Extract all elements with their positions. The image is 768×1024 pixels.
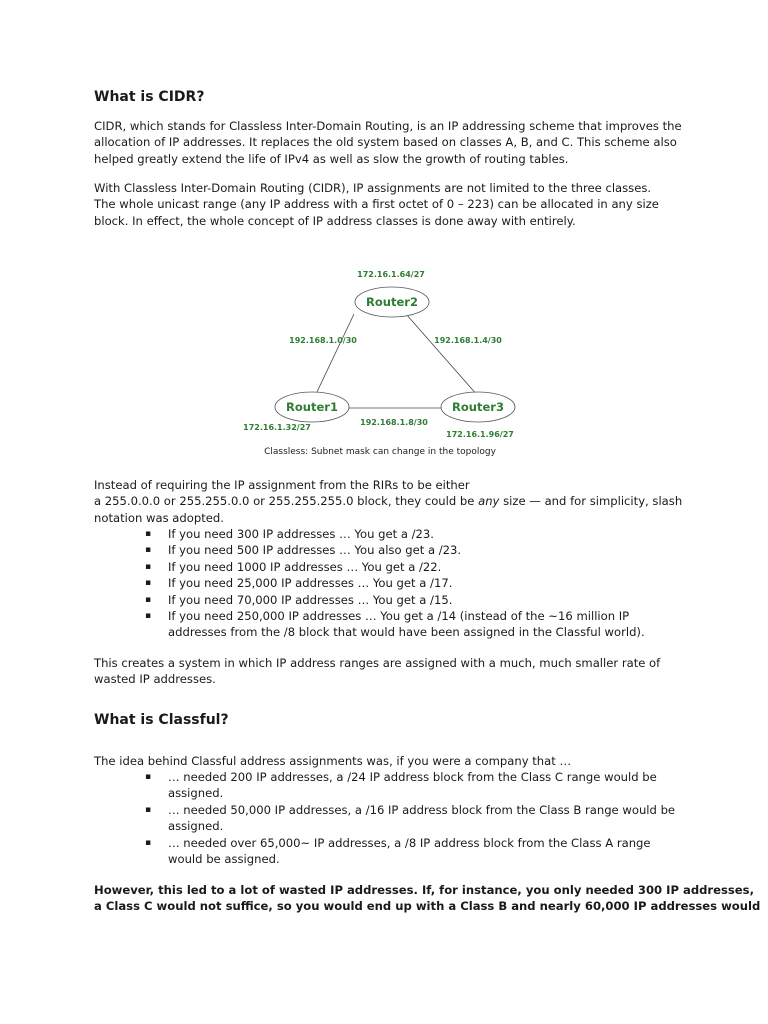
text-line [94,493,683,509]
text-line: CIDR, which stands for Classless Inter-Domain Routing, is an IP addressing scheme that improves the [94,119,682,133]
text-segment: a 255.0.0.0 or 255.255.0.0 or 255.255.255.0 block, they could be [94,494,479,509]
subnet-router2-label: 172.16.1.64/27 [357,270,425,279]
classful-intro [94,753,676,769]
text-line: wasted IP addresses. [94,672,216,687]
text-line: With Classless Inter-Domain Routing (CIDR), IP assignments are not limited to the three classes. [94,181,652,195]
text-line: helped greatly extend the life of IPv4 as well as slow the growth of routing tables. [94,151,569,166]
bullet-icon: ▪ [145,561,152,572]
bullet-icon: ▪ [145,804,152,815]
cidr-paragraph-2 [94,180,676,229]
cidr-paragraph-1 [94,118,682,167]
text-line: However, this led to a lot of wasted IP addresses. If, for instance, you only needed 300 IP addresses, [94,883,754,897]
emphasis-any: any [478,494,500,509]
list-item: ▪ If you need 1000 IP addresses … You get a /22. [145,559,442,574]
list-item: ▪ If you need 250,000 IP addresses … You get a /14 (instead of the ~16 million IP addresses from the /8 block that would have been assigned in the Classful world). [145,609,645,640]
list-item: ▪ If you need 25,000 IP addresses … You get a /17. [145,576,453,591]
bullet-icon: ▪ [145,594,152,605]
router1-label: Router1 [286,400,338,414]
subnet-router1-label: 172.16.1.32/27 [243,423,311,432]
text-line: block. In effect, the whole concept of IP address classes is done away with entirely. [94,213,576,228]
network-topology-diagram [230,262,530,462]
list-item: ▪ … needed 50,000 IP addresses, a /16 IP address block from the Class B range would be assigned. [145,802,676,834]
link-r1-r2-label: 192.168.1.0/30 [289,336,357,345]
bullet-icon: ▪ [145,578,152,589]
cidr-outro-paragraph [94,655,676,688]
link-r2-r3-label: 192.168.1.4/30 [434,336,502,345]
list-item: ▪ If you need 300 IP addresses … You get a /23. [145,527,434,541]
link-router1-router2 [316,314,354,394]
classful-bullet-list [94,769,684,867]
router2-label: Router2 [366,295,418,309]
text-line: Instead of requiring the IP assignment from the RIRs to be either [94,478,470,492]
text-line: notation was adopted. [94,510,224,525]
link-router2-router3 [406,314,478,396]
list-item: ▪ … needed over 65,000~ IP addresses, a /8 IP address block from the Class A range would be assigned. [145,835,651,867]
cidr-heading: What is CIDR? [94,89,205,105]
text-segment: size — and for simplicity, slash [499,494,683,509]
topology-svg [230,262,530,462]
text-line: The whole unicast range (any IP address with a first octet of 0 – 223) can be allocated in any size [94,197,659,212]
link-r1-r3-label: 192.168.1.8/30 [360,418,428,427]
bullet-icon: ▪ [145,545,152,556]
text-line: The idea behind Classful address assignments was, if you were a company that … [94,754,572,768]
classful-closing-paragraph [94,882,761,915]
list-item: ▪ If you need 70,000 IP addresses … You get a /15. [145,592,453,607]
bullet-icon: ▪ [145,529,152,539]
text-line: a Class C would not suffice, so you would end up with a Class B and nearly 60,000 IP addresses would [94,899,761,914]
cidr-list-intro [94,477,683,526]
list-item: ▪ … needed 200 IP addresses, a /24 IP address block from the Class C range would be assigned. [145,770,657,801]
cidr-bullet-list [94,526,684,641]
subnet-router3-label: 172.16.1.96/27 [446,430,514,439]
text-line: allocation of IP addresses. It replaces the old system based on classes A, B, and C. This scheme also [94,135,677,150]
text-line: This creates a system in which IP address ranges are assigned with a much, much smaller rate of [94,656,661,670]
classful-heading: What is Classful? [94,712,229,728]
bullet-icon: ▪ [145,837,152,848]
diagram-caption: Classless: Subnet mask can change in the topology [264,447,496,457]
bullet-icon: ▪ [145,772,152,782]
list-item: ▪ If you need 500 IP addresses … You also get a /23. [145,543,462,558]
router3-label: Router3 [452,400,504,414]
bullet-icon: ▪ [145,611,152,622]
